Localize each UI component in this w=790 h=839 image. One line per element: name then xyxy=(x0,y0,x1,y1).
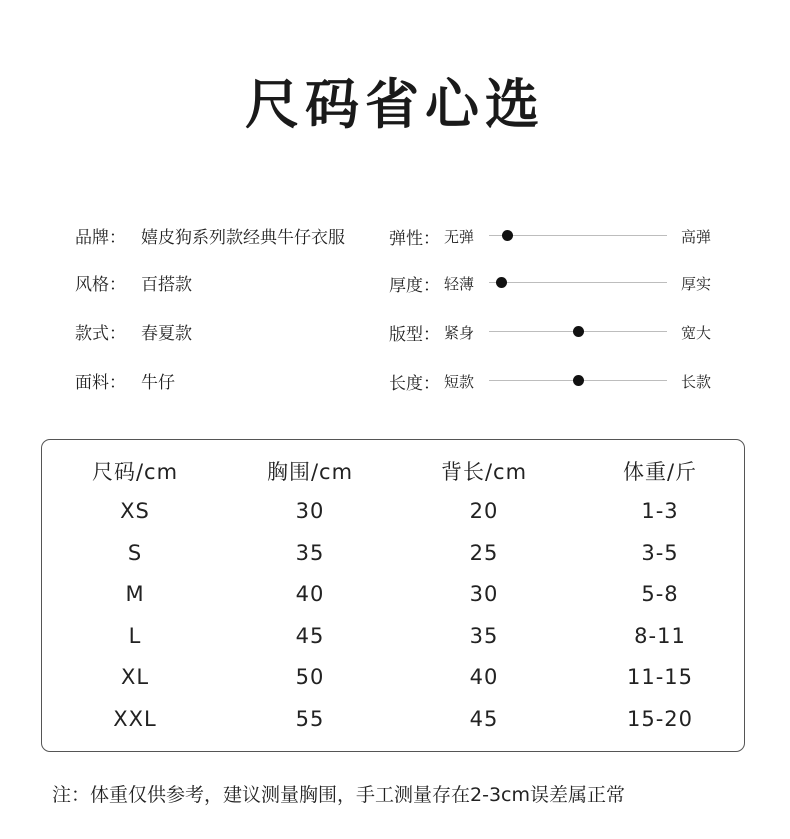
attribute-value: 嬉皮狗系列款经典牛仔衣服 xyxy=(141,227,345,248)
slider-label: 弹性： xyxy=(389,229,440,249)
slider-indicator xyxy=(573,375,584,386)
slider-min-label: 轻薄 xyxy=(444,275,475,293)
table-cell: 20 xyxy=(469,499,499,523)
slider-track xyxy=(489,282,667,283)
slider-track xyxy=(489,331,667,332)
attribute-fabric xyxy=(75,365,175,395)
attribute-season xyxy=(75,316,192,346)
table-cell: 45 xyxy=(295,624,325,648)
table-header-cell: 体重/斤 xyxy=(622,460,698,484)
attribute-label: 款式： xyxy=(75,323,126,344)
attribute-value: 牛仔 xyxy=(141,372,175,393)
table-cell: M xyxy=(125,582,145,606)
slider-min-label: 无弹 xyxy=(444,228,475,246)
table-cell: S xyxy=(127,541,143,565)
table-header-cell: 背长/cm xyxy=(440,460,528,484)
table-row xyxy=(42,707,746,741)
table-cell: 35 xyxy=(469,624,499,648)
table-cell: XXL xyxy=(113,707,157,731)
table-cell: 3-5 xyxy=(641,541,679,565)
slider-label: 长度： xyxy=(389,374,440,394)
table-cell: 5-8 xyxy=(641,582,679,606)
table-row xyxy=(42,541,746,575)
slider-min-label: 短款 xyxy=(444,373,475,391)
attribute-brand xyxy=(75,220,345,250)
slider-length xyxy=(389,365,729,395)
table-cell: 15-20 xyxy=(626,707,694,731)
table-row xyxy=(42,582,746,616)
slider-indicator xyxy=(573,326,584,337)
table-row xyxy=(42,499,746,533)
table-cell: 8-11 xyxy=(634,624,686,648)
slider-min-label: 紧身 xyxy=(444,324,475,342)
table-cell: L xyxy=(128,624,142,648)
table-cell: 30 xyxy=(295,499,325,523)
slider-indicator xyxy=(496,277,507,288)
attribute-label: 风格： xyxy=(75,274,126,295)
table-cell: 50 xyxy=(295,665,325,689)
table-cell: 30 xyxy=(469,582,499,606)
slider-max-label: 长款 xyxy=(681,373,712,391)
table-cell: 40 xyxy=(469,665,499,689)
table-cell: XS xyxy=(120,499,150,523)
slider-track xyxy=(489,235,667,236)
footnote: 注：体重仅供参考，建议测量胸围，手工测量存在2-3cm误差属正常 xyxy=(52,784,625,806)
attribute-label: 面料： xyxy=(75,372,126,393)
slider-label: 厚度： xyxy=(389,276,440,296)
attribute-style xyxy=(75,267,192,297)
table-header-cell: 胸围/cm xyxy=(266,460,354,484)
slider-max-label: 厚实 xyxy=(681,275,712,293)
table-cell: XL xyxy=(120,665,150,689)
slider-thickness xyxy=(389,267,729,297)
slider-elasticity xyxy=(389,220,729,250)
table-cell: 1-3 xyxy=(641,499,679,523)
table-row xyxy=(42,665,746,699)
attribute-value: 百搭款 xyxy=(141,274,192,295)
table-header-cell: 尺码/cm xyxy=(91,460,179,484)
table-cell: 35 xyxy=(295,541,325,565)
slider-max-label: 高弹 xyxy=(681,228,712,246)
table-cell: 11-15 xyxy=(626,665,694,689)
slider-indicator xyxy=(502,230,513,241)
slider-fit xyxy=(389,316,729,346)
slider-max-label: 宽大 xyxy=(681,324,712,342)
table-cell: 45 xyxy=(469,707,499,731)
slider-track xyxy=(489,380,667,381)
table-row xyxy=(42,624,746,658)
table-header-row xyxy=(42,456,746,490)
attribute-value: 春夏款 xyxy=(141,323,192,344)
size-table xyxy=(41,439,745,752)
page-title: 尺码省心选 xyxy=(245,73,545,136)
table-cell: 40 xyxy=(295,582,325,606)
slider-label: 版型： xyxy=(389,325,440,345)
attribute-label: 品牌： xyxy=(75,227,126,248)
table-cell: 25 xyxy=(469,541,499,565)
table-cell: 55 xyxy=(295,707,325,731)
